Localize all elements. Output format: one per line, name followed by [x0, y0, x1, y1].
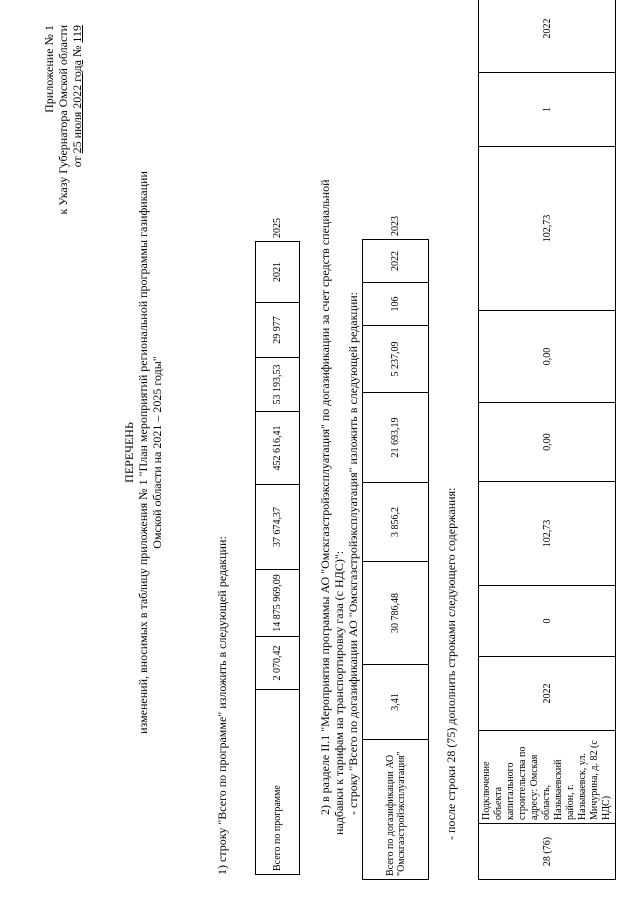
table-cell: 21 693,19	[363, 393, 429, 483]
table-cell: 102,73	[479, 482, 616, 586]
decree-reference	[42, 25, 84, 305]
document-title	[122, 90, 164, 815]
row-label: Всего по догазификации АО "Омскгазстройэксплуатация"	[363, 740, 429, 880]
table-cell: 0,00	[479, 311, 616, 403]
table-cell: 106	[363, 283, 429, 326]
decree-number: 119	[70, 25, 84, 43]
title-line-1: изменений, вносимых в таблицу приложения № 1 "План мероприятий региональной программы газификации	[136, 171, 150, 734]
section-3-intro: - после строки 28 (75) дополнить строками следующего содержания:	[444, 487, 458, 840]
table-cell: 1	[479, 73, 616, 147]
table-cell: 3 856,2	[363, 483, 429, 562]
table-row: Всего по догазификации АО "Омскгазстройэксплуатация" 3,41 30 786,48 3 856,2 21 693,19 5 237,09 106 2022 2023	[363, 240, 429, 880]
object-description: Подключение объекта капитального строительства по адресу: Омская область, Называевский район, г. Называевск, ул. Мичурина, д. 82 (с НДС)	[479, 731, 616, 824]
table-cell: 2 070,42	[256, 637, 300, 690]
row-number: 28 (76)	[479, 824, 616, 880]
decree-label: к Указу Губернатора Омской области	[56, 25, 70, 215]
table-cell: 30 786,48	[363, 562, 429, 665]
appendix-label: Приложение № 1	[42, 25, 56, 113]
table-cell: 0	[479, 586, 616, 657]
table-cell: 102,73	[479, 147, 616, 311]
section-2-intro: 2) в разделе II.1 "Мероприятия программы АО "Омскгазстройэксплуатация" по догазификации за счет средств специальной надбавки к тарифам на транспортировку газа (с НДС)": - строку "Всего по догазификации АО "Омскгазстройэксплуатация" изложить в следующей редакции:	[318, 179, 360, 835]
decree-date-line: от 25 июля 2022 года № 119	[70, 25, 84, 168]
section-1-table	[255, 218, 300, 875]
table-cell: 2022	[363, 240, 429, 283]
table-cell: 2022	[479, 0, 616, 73]
title-line-2: Омской области на 2021 – 2025 годы"	[150, 356, 164, 549]
table-cell: 3,41	[363, 665, 429, 740]
section-3-table	[478, 0, 616, 880]
decree-date: 25 июля 2022 года	[70, 60, 84, 154]
table-cell: 2022	[479, 657, 616, 731]
section-2-table	[362, 216, 429, 880]
table-cell: 452 616,41	[256, 412, 300, 485]
table-row: Всего по программе 2 070,42 14 875 969,09 37 674,37 452 616,41 53 193,53 29 977 2021 2025	[256, 242, 300, 875]
row-label: Всего по программе	[256, 690, 300, 875]
table-cell: 53 193,53	[256, 358, 300, 412]
table-row	[479, 0, 616, 880]
table-cell: 29 977	[256, 303, 300, 358]
section-1-intro: 1) строку "Всего по программе" изложить в следующей редакции:	[215, 536, 229, 875]
title-heading: ПЕРЕЧЕНЬ	[122, 422, 136, 483]
table-cell: 0,00	[479, 403, 616, 482]
table-cell: 2021	[256, 242, 300, 303]
table-cell: 5 237,09	[363, 326, 429, 393]
table-cell: 37 674,37	[256, 485, 300, 570]
table-cell: 14 875 969,09	[256, 570, 300, 637]
